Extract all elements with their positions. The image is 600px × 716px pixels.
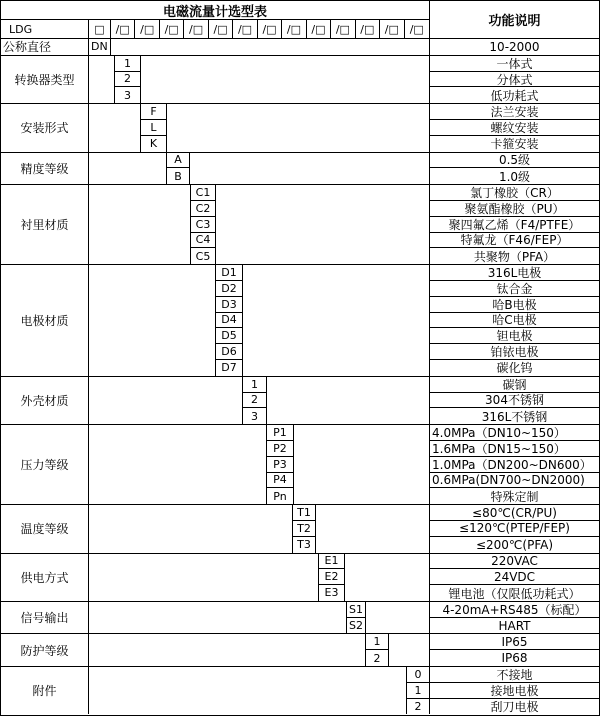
option-code: P3 [267, 457, 294, 473]
option-code: D6 [216, 344, 243, 360]
option-description: 碳化钨 [496, 361, 533, 376]
option-code: T1 [293, 505, 316, 521]
group-temperature-rating [1, 504, 599, 552]
group-label: 精度等级 [1, 153, 89, 185]
group-label: 转换器类型 [1, 56, 89, 103]
model-code-box: /□ [258, 20, 282, 38]
option-description: 聚氨酯橡胶（PU） [430, 201, 599, 217]
option-code: D4 [216, 313, 243, 329]
model-code-box: /□ [282, 20, 306, 38]
option-code: 1 [366, 634, 389, 650]
model-code-box: /□ [331, 20, 355, 38]
group-label: 公称直径 [1, 39, 89, 55]
filler [89, 667, 407, 714]
option-description: 分体式 [430, 72, 599, 88]
option-code: C5 [191, 248, 216, 264]
model-code-box: /□ [307, 20, 331, 38]
option-code: T3 [293, 537, 316, 553]
option-description: 铂铱电极 [430, 344, 599, 360]
option-code: B [167, 168, 190, 184]
option-code: F [141, 104, 167, 120]
option-description: 哈B电极 [430, 297, 599, 313]
option-description: 钛合金 [430, 281, 599, 297]
option-description: 10-2000 [489, 39, 540, 54]
option-description: 钽电极 [430, 328, 599, 344]
option-description: 法兰安装 [430, 104, 599, 120]
option-description: IP68 [501, 651, 528, 666]
option-code: 1 [243, 377, 267, 393]
model-code-box: /□ [409, 22, 424, 36]
option-description: 1.6MPa（DN15~150） [430, 441, 599, 457]
option-code: S1 [347, 602, 366, 618]
option-description: 共聚物（PFA） [473, 249, 556, 264]
filler [167, 104, 430, 151]
group-label: 供电方式 [1, 554, 89, 601]
filler [111, 39, 430, 55]
option-description: 220VAC [430, 554, 599, 570]
option-description: 1.0MPa（DN200~DN600） [430, 457, 599, 473]
filler [389, 634, 430, 666]
option-code: D5 [216, 328, 243, 344]
group-label: 电极材质 [1, 265, 89, 376]
option-description: ≤200℃(PFA) [475, 537, 554, 552]
option-description: ≤80℃(CR/PU) [430, 505, 599, 521]
filler [89, 634, 366, 666]
filler [366, 602, 430, 634]
option-code: 2 [366, 650, 389, 666]
option-code: 2 [407, 699, 430, 715]
model-code-box: /□ [209, 20, 233, 38]
option-code: D3 [216, 297, 243, 313]
filler [243, 265, 430, 376]
group-label: 附件 [1, 667, 89, 714]
filler [267, 377, 430, 424]
model-code-box: /□ [380, 20, 404, 38]
option-description: 0.5级 [430, 153, 599, 169]
option-description: 0.6MPa(DN700~DN2000) [430, 473, 599, 489]
table-title: 电磁流量计选型表 [1, 1, 429, 20]
option-code: 2 [115, 72, 141, 88]
option-code: 3 [115, 87, 141, 103]
filler [89, 505, 293, 552]
group-label: 衬里材质 [1, 185, 89, 264]
option-code: 1 [115, 56, 141, 72]
option-description: 4.0MPa（DN10~150） [430, 425, 599, 441]
model-code-box: /□ [135, 20, 159, 38]
option-description: 哈C电极 [430, 313, 599, 329]
option-description: 接地电极 [430, 683, 599, 699]
option-code: T2 [293, 521, 316, 537]
option-code: D7 [216, 360, 243, 376]
filler [89, 554, 319, 601]
option-code: D1 [216, 265, 243, 281]
filler [89, 56, 115, 103]
group-liner-material [1, 184, 599, 264]
option-code: K [141, 136, 167, 152]
option-code: L [141, 120, 167, 136]
option-description: 304不锈钢 [430, 393, 599, 409]
option-code: S2 [347, 618, 366, 634]
option-description: 卡箍安装 [490, 137, 539, 152]
group-converter-type [1, 55, 599, 103]
option-description: 碳钢 [430, 377, 599, 393]
option-description: 螺纹安装 [430, 120, 599, 136]
option-code: E3 [319, 585, 345, 601]
option-description: ≤120℃(PTEP/FEP) [430, 521, 599, 537]
option-description: 316L不锈钢 [481, 409, 548, 424]
filler [89, 104, 141, 151]
group-label: 外壳材质 [1, 377, 89, 424]
option-code: C3 [191, 217, 216, 233]
option-code: DN [89, 39, 111, 55]
option-description: 氯丁橡胶（CR） [430, 185, 599, 201]
filler [141, 56, 430, 103]
filler [89, 377, 243, 424]
option-code: E2 [319, 569, 345, 585]
model-code-box: □ [89, 20, 111, 38]
filler [294, 425, 430, 504]
option-code: P4 [267, 473, 294, 489]
option-description: HART [498, 618, 531, 633]
filler [89, 602, 347, 634]
option-description: 不接地 [430, 667, 599, 683]
model-code-box: /□ [111, 20, 135, 38]
group-accessories [1, 666, 599, 714]
filler [216, 185, 430, 264]
option-code: P2 [267, 441, 294, 457]
filler [190, 153, 430, 185]
model-code-row [1, 20, 429, 38]
option-description: 特殊定制 [490, 489, 539, 504]
option-code: 3 [243, 408, 267, 424]
model-code-box: /□ [160, 20, 184, 38]
group-electrode-material [1, 264, 599, 376]
group-label: 压力等级 [1, 425, 89, 504]
table-header [1, 1, 599, 38]
option-description: 锂电池（仅限低功耗式） [448, 586, 581, 601]
filler [89, 153, 167, 185]
filler [89, 265, 216, 376]
group-power-supply [1, 553, 599, 601]
option-code: 2 [243, 393, 267, 409]
option-code: Pn [267, 488, 294, 504]
group-housing-material [1, 376, 599, 424]
group-accuracy-class [1, 152, 599, 185]
function-column-header: 功能说明 [488, 14, 541, 29]
group-label: 信号输出 [1, 602, 89, 634]
group-protection-rating [1, 633, 599, 666]
model-code-box: /□ [233, 20, 257, 38]
option-code: 0 [407, 667, 430, 683]
group-label: 防护等级 [1, 634, 89, 666]
option-code: P1 [267, 425, 294, 441]
option-description: 316L电极 [430, 265, 599, 281]
option-code: E1 [319, 554, 345, 570]
filler [89, 425, 267, 504]
group-label: 温度等级 [1, 505, 89, 552]
option-description: 特氟龙（F46/FEP） [430, 233, 599, 249]
option-description: IP65 [430, 634, 599, 650]
filler [345, 554, 430, 601]
model-code-box: /□ [356, 20, 380, 38]
option-code: A [167, 153, 190, 169]
option-description: 聚四氟乙烯（F4/PTFE） [430, 217, 599, 233]
option-code: C2 [191, 201, 216, 217]
option-description: 24VDC [430, 569, 599, 585]
option-code: D2 [216, 281, 243, 297]
option-description: 4-20mA+RS485（标配） [430, 602, 599, 618]
group-signal-output [1, 601, 599, 634]
option-description: 低功耗式 [490, 88, 539, 103]
group-label: 安装形式 [1, 104, 89, 151]
group-nominal-diameter [1, 38, 599, 55]
model-code-box: /□ [184, 20, 208, 38]
option-description: 刮刀电极 [490, 700, 539, 715]
model-prefix: LDG [1, 20, 89, 38]
option-description: 1.0级 [498, 169, 531, 184]
header-left [1, 1, 430, 38]
group-pressure-rating [1, 424, 599, 504]
option-description: 一体式 [430, 56, 599, 72]
group-installation-type [1, 103, 599, 151]
filler [89, 185, 191, 264]
option-code: C4 [191, 233, 216, 249]
option-code: 1 [407, 683, 430, 699]
filler [316, 505, 430, 552]
option-code: C1 [191, 185, 216, 201]
